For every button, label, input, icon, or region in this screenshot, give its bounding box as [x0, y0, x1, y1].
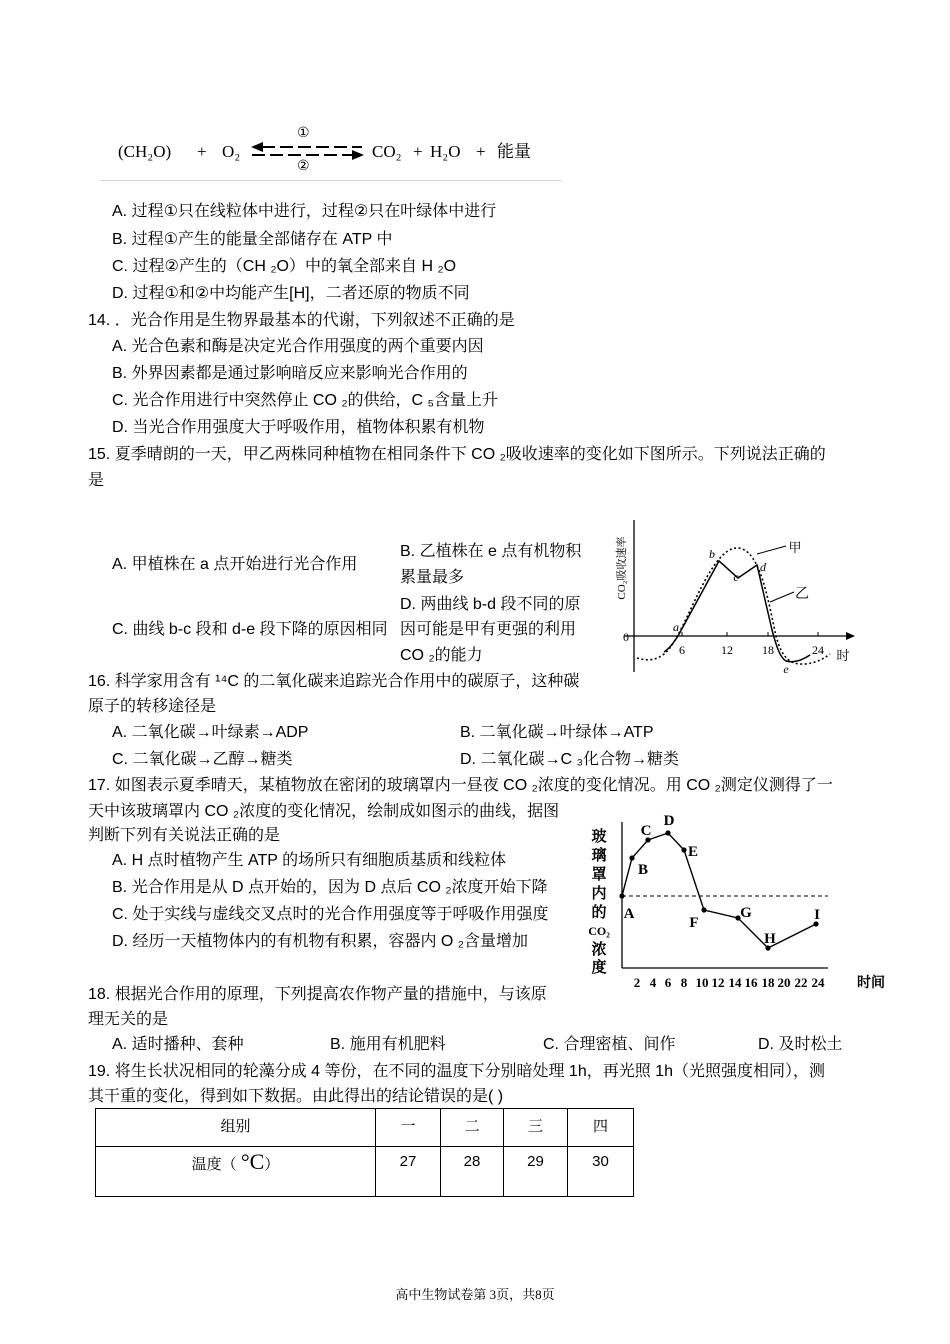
- x-tick-label: 16: [744, 975, 758, 990]
- q13-option-a: A. 过程①只在线粒体中进行，过程②只在叶绿体中进行: [112, 203, 497, 220]
- q15-stem-line-2: 是: [88, 472, 105, 489]
- q19-stem-line-1: 19. 将生长状况相同的轮藻分成 4 等份，在不同的温度下分别暗处理 1h，再光照 1h（光照强度相同），测: [88, 1063, 825, 1080]
- x-tick-label: 24: [811, 975, 825, 990]
- q17-co2-concentration-figure: [580, 812, 895, 996]
- curve-label-jia: 甲: [788, 540, 802, 555]
- q14-stem: 14. ．光合作用是生物界最基本的代谢，下列叙述不正确的是: [88, 312, 515, 329]
- q18-stem-line-1: 18. 根据光合作用的原理，下列提高农作物产量的措施中，与该原: [88, 986, 547, 1003]
- y-axis-label-char: 的: [591, 905, 607, 921]
- q14-option-c: C. 光合作用进行中突然停止 CO ₂的供给，C ₅含量上升: [112, 392, 498, 409]
- equation-process-2-label: ②: [297, 159, 310, 174]
- temperature-label-prefix: 温度（: [191, 1156, 241, 1173]
- q16-option-c: C. 二氧化碳→乙醇→糖类: [112, 751, 293, 768]
- equation-product-energy: 能量: [497, 142, 531, 162]
- curve-jia-dotted: [637, 548, 830, 664]
- temperature-label-suffix: ）: [264, 1156, 280, 1173]
- point-label-e: E: [687, 844, 699, 860]
- q15-option-b-line-1: B. 乙植株在 e 点有机物积: [400, 543, 582, 560]
- y-axis-label-char: 度: [591, 960, 607, 976]
- q14-option-b: B. 外界因素都是通过影响暗反应来影响光合作用的: [112, 365, 468, 382]
- y-axis-label-char: 罩: [591, 867, 607, 883]
- x-tick-label: 2: [633, 975, 641, 990]
- q15-option-b-line-2: 累量最多: [400, 569, 465, 586]
- equation-product-h2o: H₂O: [430, 142, 461, 161]
- q15-option-d-line-1: D. 两曲线 b-d 段不同的原: [400, 596, 581, 613]
- q16-option-b: B. 二氧化碳→叶绿体→ATP: [460, 724, 654, 741]
- x-tick-label: 4: [649, 975, 657, 990]
- table-row: [96, 1147, 634, 1197]
- point-label-c: c: [733, 570, 739, 584]
- point-label-i: I: [814, 907, 820, 923]
- y-axis-label-char: CO₂: [588, 924, 610, 938]
- x-tick-label: 14: [728, 975, 742, 990]
- y-axis-label: CO₂吸收速率: [616, 536, 628, 600]
- q17-option-c: C. 处于实线与虚线交叉点时的光合作用强度等于呼吸作用强度: [112, 906, 549, 923]
- x-tick-label: 6: [679, 643, 685, 657]
- q16-stem-line-1: 16. 科学家用含有 ¹⁴C 的二氧化碳来追踪光合作用中的碳原子，这种碳: [88, 673, 580, 690]
- equation-plus: +: [197, 142, 207, 161]
- point-label-d: D: [663, 813, 675, 829]
- leader-line-yi: [770, 592, 794, 602]
- data-point-a: [619, 893, 624, 898]
- data-point-d: [665, 830, 670, 835]
- equation-reactant-o2: O₂: [222, 142, 241, 161]
- co2-curve: [622, 833, 816, 948]
- q17-stem-line-1: 17. 如图表示夏季晴天，某植物放在密闭的玻璃罩内一昼夜 CO ₂浓度的变化情况。用 CO ₂测定仪测得了一: [88, 777, 833, 794]
- table-header-cell: 三: [504, 1109, 568, 1147]
- q15-option-d-line-2: 因可能是甲有更强的利用: [400, 621, 577, 638]
- equation-reactant-ch2o: (CH₂O): [118, 142, 172, 161]
- table-cell: 30: [568, 1147, 634, 1197]
- q15-option-c: C. 曲线 b-c 段和 d-e 段下降的原因相同: [112, 621, 388, 638]
- x-axis-label: 时: [836, 648, 850, 663]
- curve-label-yi: 乙: [795, 587, 809, 602]
- celsius-unit: °C: [240, 1149, 265, 1174]
- q18-option-a: A. 适时播种、套种: [112, 1036, 244, 1053]
- x-tick-label: 8: [680, 975, 688, 990]
- x-tick-label: 22: [794, 975, 808, 990]
- q15-option-a: A. 甲植株在 a 点开始进行光合作用: [112, 556, 358, 573]
- table-header-cell: 一: [376, 1109, 441, 1147]
- q18-option-c: C. 合理密植、间作: [543, 1036, 676, 1053]
- origin-label: 0: [623, 630, 629, 644]
- y-axis-label-char: 浓: [591, 942, 607, 958]
- point-label-g: G: [740, 905, 752, 921]
- table-header-cell: 组别: [96, 1109, 376, 1147]
- y-axis-label-char: 内: [591, 886, 607, 902]
- y-axis-label-char: 玻: [591, 829, 607, 845]
- q17-stem-line-3: 判断下列有关说法正确的是: [88, 827, 281, 844]
- q16-option-a: A. 二氧化碳→叶绿素→ADP: [112, 724, 309, 741]
- q17-option-d: D. 经历一天植物体内的有机物有积累，容器内 O ₂含量增加: [112, 933, 528, 950]
- q19-stem-line-2: 其干重的变化，得到如下数据。由此得出的结论错误的是( ): [88, 1088, 504, 1105]
- q15-option-d-line-3: CO ₂的能力: [400, 647, 483, 664]
- table-cell: 28: [441, 1147, 504, 1197]
- table-cell: 29: [504, 1147, 568, 1197]
- x-tick-label: 12: [711, 975, 725, 990]
- leader-line-jia: [757, 546, 786, 554]
- equation-plus: +: [476, 142, 486, 161]
- y-axis-label-char: 璃: [591, 848, 607, 864]
- q15-co2-absorption-figure: [600, 510, 865, 682]
- equation-product-co2: CO₂: [372, 142, 402, 161]
- point-label-a: A: [623, 906, 635, 922]
- q16-option-d: D. 二氧化碳→C ₃化合物→糖类: [460, 751, 679, 768]
- point-label-b: B: [637, 862, 649, 878]
- q15-stem-line-1: 15. 夏季晴朗的一天，甲乙两株同种植物在相同条件下 CO ₂吸收速率的变化如下图所示。下列说法正确的: [88, 446, 826, 463]
- table-header-cell: 二: [441, 1109, 504, 1147]
- q18-option-d: D. 及时松土: [758, 1036, 843, 1053]
- point-label-f: F: [689, 915, 699, 931]
- point-label-b: b: [709, 547, 715, 561]
- page-footer: 高中生物试卷第 3页，共8页: [395, 1287, 555, 1302]
- data-point-e: [681, 847, 686, 852]
- x-axis-label: 时间: [857, 976, 885, 991]
- x-tick-label: 20: [777, 975, 791, 990]
- q18-stem-line-2: 理无关的是: [88, 1011, 169, 1028]
- q17-option-b: B. 光合作用是从 D 点开始的，因为 D 点后 CO ₂浓度开始下降: [112, 879, 548, 896]
- table-cell: 27: [376, 1147, 441, 1197]
- q14-option-a: A. 光合色素和酶是决定光合作用强度的两个重要内因: [112, 338, 484, 355]
- data-point-f: [701, 907, 706, 912]
- q13-option-c: C. 过程②产生的（CH ₂O）中的氧全部来自 H ₂O: [112, 258, 457, 275]
- equation-process-1-label: ①: [297, 126, 310, 141]
- x-tick-label: 6: [664, 975, 672, 990]
- table-header-cell: 四: [568, 1109, 634, 1147]
- data-point-b: [629, 855, 634, 860]
- q17-stem-line-2: 天中该玻璃罩内 CO ₂浓度的变化情况，绘制成如图示的曲线，据图: [88, 803, 560, 820]
- q16-stem-line-2: 原子的转移途径是: [88, 698, 217, 715]
- x-tick-label: 24: [812, 643, 824, 657]
- q19-data-table: [95, 1108, 634, 1197]
- equation-plus: +: [413, 142, 423, 161]
- point-label-c: C: [640, 823, 652, 839]
- point-label-e: e: [783, 662, 789, 676]
- x-tick-label: 18: [762, 643, 774, 657]
- reversible-arrow-icon: [248, 138, 368, 162]
- q18-option-b: B. 施用有机肥料: [330, 1036, 446, 1053]
- table-row-label: [96, 1147, 376, 1197]
- q13-option-b: B. 过程①产生的能量全部储存在 ATP 中: [112, 231, 393, 248]
- q17-option-a: A. H 点时植物产生 ATP 的场所只有细胞质基质和线粒体: [112, 852, 507, 869]
- q13-option-d: D. 过程①和②中均能产生[H]，二者还原的物质不同: [112, 285, 470, 302]
- point-label-a: a: [673, 620, 679, 634]
- x-tick-label: 18: [761, 975, 775, 990]
- point-label-h: H: [764, 931, 776, 947]
- figure-edge-divider: [100, 180, 562, 181]
- point-label-d: d: [760, 560, 766, 574]
- x-tick-label: 12: [721, 643, 733, 657]
- table-header-row: [96, 1109, 634, 1147]
- q14-option-d: D. 当光合作用强度大于呼吸作用，植物体积累有机物: [112, 419, 485, 436]
- x-tick-label: 10: [695, 975, 709, 990]
- x-axis-arrow-icon: [846, 632, 855, 640]
